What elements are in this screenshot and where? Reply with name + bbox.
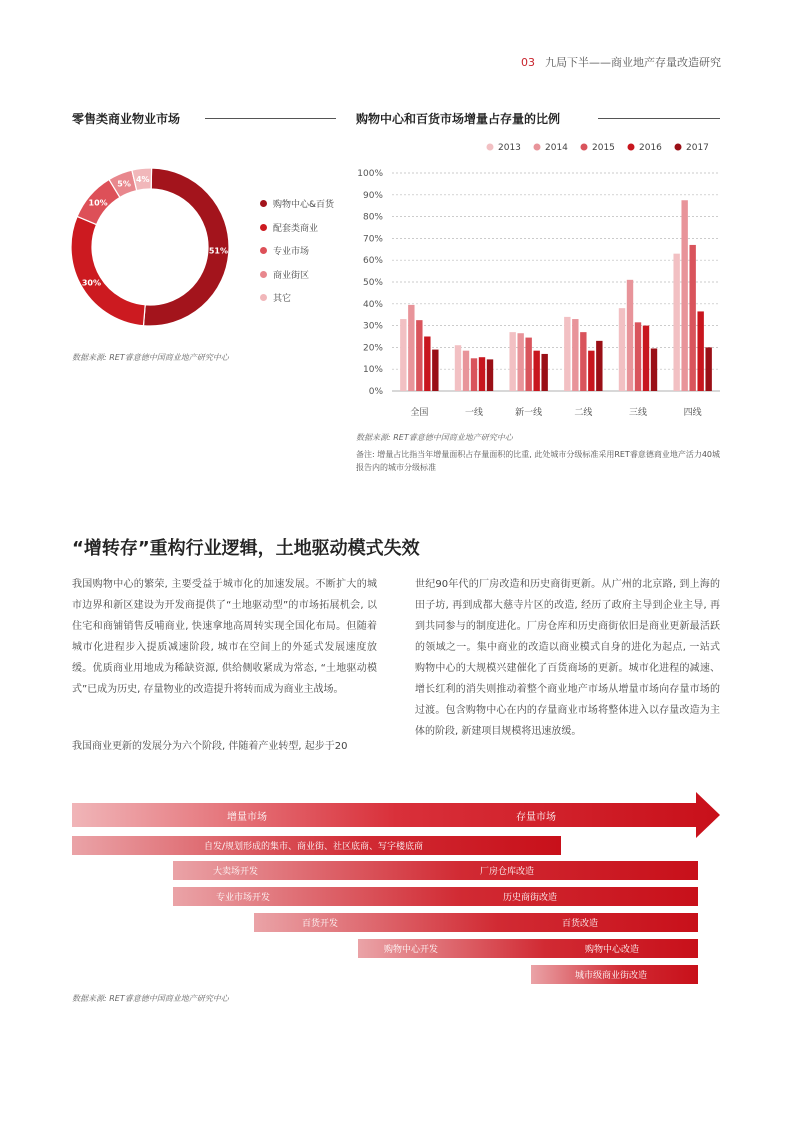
body-paragraph-left: 我国购物中心的繁荣, 主要受益于城市化的加速发展。不断扩大的城市边界和新区建设为开发商提供了“土地驱动型”的市场拓展机会, 以住宅和商铺销售反哺商业, 快速拿地高周转实现全国化布局。但随着城市化进程步入提质减速阶段, 城市在空间上的外延式发展速度放缓。优质商业用地成为稀缺资源, 供给侧收紧成为常态, “土地驱动模式”已成为历史, 存量物业的改造提升将转而成为商业主战场。 [72,579,377,695]
bar-2017 [705,347,711,391]
donut-slice-label: 30% [81,278,102,288]
bar-2014 [517,333,523,391]
legend-label: 2014 [545,143,568,153]
legend-item: 配套类商业 [260,216,334,240]
bar-2016 [588,351,594,391]
arrow-shape [72,792,722,838]
bar-2017 [432,350,438,391]
legend-label: 2016 [639,143,662,153]
bar-2017 [651,348,657,391]
y-tick-label: 100% [357,169,383,179]
donut-slice-label: 4% [135,174,150,184]
y-tick-label: 70% [362,234,383,245]
bar-2015 [689,245,695,391]
market-arrow [72,792,722,838]
legend-dot [260,200,267,207]
donut-legend [260,192,334,310]
bar-2013 [673,254,679,391]
bar-2014 [463,351,469,391]
bar-2014 [572,319,578,391]
timeline-bar [358,939,698,958]
page-number: 03 [521,56,535,69]
bar-chart [340,135,730,425]
main-heading: “增转存”重构行业逻辑，土地驱动模式失效 [72,538,420,559]
y-tick-label: 60% [362,256,383,267]
timeline-bar-label: 百货改造 [562,919,599,929]
y-tick-label: 80% [362,212,383,223]
body-paragraph-right: 世纪90年代的厂房改造和历史商街更新。从广州的北京路, 到上海的田子坊, 再到成都大慈寺片区的改造, 经历了政府主导到企业主导, 再到共同参与的制度进化。厂房仓库和历史商街依旧是商业更新最活跃的领域之一。集中商业的改造以商业模式自身的进化为起点, 一站式购物中心的大规模兴建催化了百货商场的更新。城市化进程的减速、增长红利的消失则推动着整个商业地产市场从增量市场向存量市场的过渡。包含购物中心在内的存量商业市场将整体进入以存量改造为主体的阶段, 新建项目规模将迅速放缓。 [415,579,720,737]
bar-2013 [509,332,515,391]
legend-item: 商业街区 [260,263,334,287]
source-note-timeline: 数据来源: RET睿意德中国商业地产研究中心 [72,994,229,1003]
bar-2013 [564,317,570,391]
bar-2013 [400,319,406,391]
arrow-label-stock: 存量市场 [516,812,556,823]
donut-slice [71,216,145,325]
body-paragraph-left-2: 我国商业更新的发展分为六个阶段, 伴随着产业转型, 起步于20 [72,741,348,752]
legend-item: 购物中心&百货 [260,192,334,216]
bar-2014 [408,305,414,391]
timeline-bar-label: 购物中心开发 [384,945,439,955]
bar-2016 [697,311,703,391]
bar-2015 [525,338,531,391]
y-tick-label: 30% [362,321,383,332]
section-title-ratio: 购物中心和百货市场增量占存量的比例 [356,112,561,126]
legend-dot [260,294,267,301]
bar-2017 [596,341,602,391]
report-title: 九局下半——商业地产存量改造研究 [545,56,721,69]
bar-2015 [580,332,586,391]
x-tick-label: 四线 [683,408,702,418]
x-tick-label: 二线 [574,408,593,418]
legend-dot [487,144,494,151]
timeline-bar [72,836,561,855]
legend-item: 专业市场 [260,239,334,263]
timeline-bar-label: 购物中心改造 [585,945,640,955]
timeline-bar-label: 厂房仓库改造 [480,867,535,877]
bar-2017 [487,359,493,391]
section-title-retail: 零售类商业物业市场 [72,112,181,126]
bar-2016 [643,326,649,391]
source-note-bar: 数据来源: RET睿意德中国商业地产研究中心 [356,433,513,442]
bar-2016 [424,337,430,392]
donut-slice-label: 51% [208,246,228,256]
x-tick-label: 新一线 [515,408,543,418]
x-tick-label: 一线 [464,408,484,418]
chart-remark: 备注: 增量占比指当年增量面积占存量面积的比重, 此处城市分级标准采用RET睿意德商业地产活力40城报告内的城市分级标准 [356,450,720,472]
legend-label: 2013 [498,143,521,153]
bar-2015 [471,358,477,391]
bar-2013 [455,345,461,391]
timeline-bar-label: 城市级商业街改造 [575,971,648,981]
x-tick-label: 全国 [410,408,429,418]
y-tick-label: 10% [362,365,383,376]
legend-label: 2017 [686,143,709,153]
arrow-label-incremental: 增量市场 [227,812,267,823]
section-rule [205,118,336,119]
donut-chart [60,155,260,340]
donut-slice-label: 5% [117,179,131,189]
legend-dot [534,144,541,151]
legend-dot [260,247,267,254]
timeline-bar [254,913,698,932]
legend-dot [675,144,682,151]
x-tick-label: 三线 [628,408,648,418]
bar-2015 [635,322,641,391]
legend-item: 其它 [260,286,334,310]
donut-slice-label: 10% [88,198,108,208]
legend-dot [581,144,588,151]
section-rule [598,118,720,119]
y-tick-label: 50% [362,278,383,288]
y-tick-label: 90% [362,190,383,201]
page-header [521,54,721,70]
timeline-bar-label: 历史商街改造 [503,893,558,903]
timeline-bar-label: 自发/规划形成的集市、商业街、社区底商、写字楼底商 [204,842,424,852]
bar-2016 [533,351,539,391]
timeline-bar-label: 大卖场开发 [213,867,259,877]
timeline-bar [173,887,698,906]
bar-2014 [681,200,687,391]
legend-dot [260,271,267,278]
legend-dot [628,144,635,151]
bar-2015 [416,320,422,391]
bar-2016 [479,357,485,391]
bar-2013 [619,308,625,391]
bar-2014 [627,280,633,391]
y-tick-label: 40% [362,299,383,310]
bar-2017 [541,354,547,391]
y-tick-label: 0% [368,387,383,397]
y-tick-label: 20% [362,343,383,354]
timeline-bar [531,965,698,984]
timeline-bar-label: 百货开发 [302,919,339,929]
legend-label: 2015 [592,143,615,153]
legend-dot [260,224,267,231]
timeline-bar [173,861,698,880]
timeline-bar-label: 专业市场开发 [216,893,271,903]
source-note-donut: 数据来源: RET睿意德中国商业地产研究中心 [72,353,229,362]
